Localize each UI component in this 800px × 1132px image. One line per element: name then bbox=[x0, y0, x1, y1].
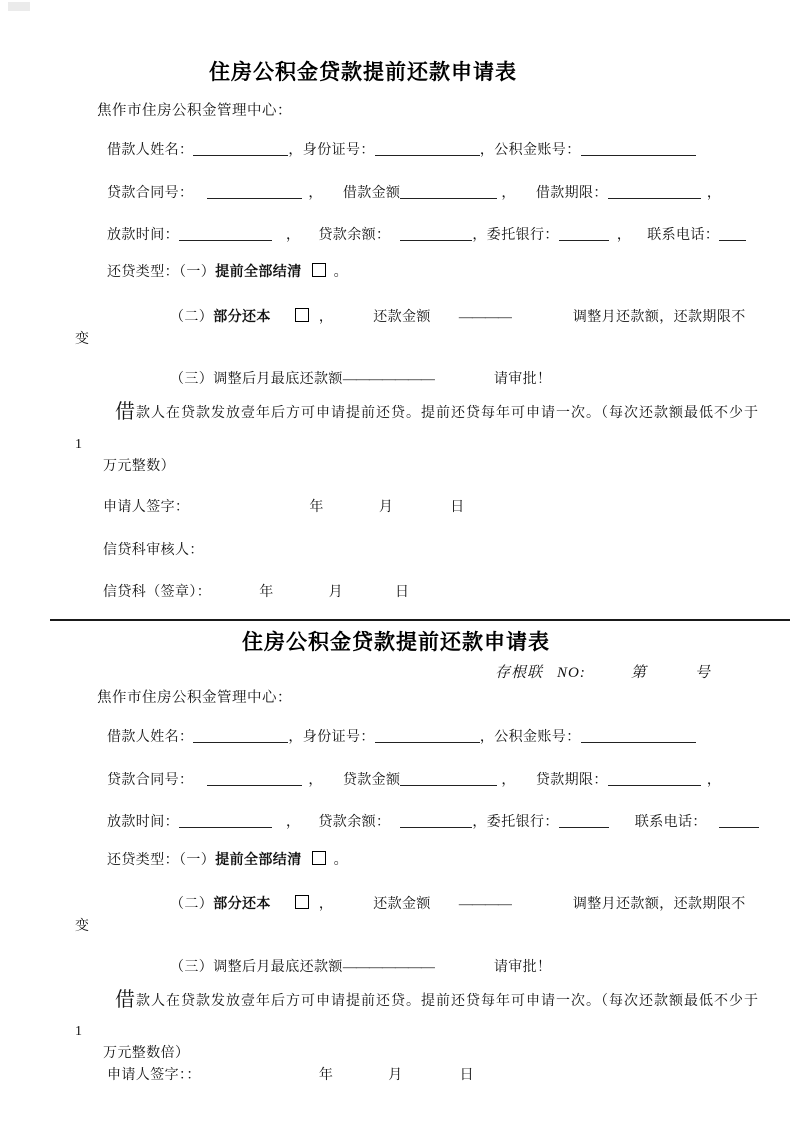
text-segment: ，身份证号： bbox=[288, 143, 375, 158]
blank-field bbox=[559, 227, 609, 241]
gap-spacer bbox=[390, 238, 400, 239]
text-segment: 调整月还款额，还款期限不 bbox=[572, 310, 746, 325]
option3-adjusted-payment-line bbox=[170, 958, 551, 977]
gap-spacer bbox=[324, 510, 379, 511]
text-segment: （二） bbox=[170, 897, 214, 912]
text-segment: 借款期限： bbox=[535, 186, 608, 201]
loan-contract-line bbox=[107, 771, 721, 790]
text-segment: （二） bbox=[170, 310, 214, 325]
gap-spacer bbox=[647, 676, 695, 677]
checkbox-icon bbox=[312, 851, 326, 865]
gap-spacer bbox=[333, 1078, 388, 1079]
dash-rule: ———— bbox=[458, 897, 511, 912]
checkbox-icon bbox=[312, 263, 326, 277]
gap-spacer bbox=[631, 238, 647, 239]
note-wrap-number-line bbox=[75, 435, 82, 454]
text-segment: 借款金额 bbox=[342, 186, 401, 201]
text-segment: ， bbox=[706, 186, 722, 201]
gap-spacer bbox=[707, 825, 719, 826]
dropcap-char: 借 bbox=[115, 401, 136, 423]
gap-spacer bbox=[543, 676, 557, 677]
gap-spacer bbox=[300, 238, 318, 239]
text-segment: 贷款合同号： bbox=[107, 773, 194, 788]
text-segment: ， bbox=[501, 773, 516, 788]
text-segment: 信贷科（签章）： bbox=[103, 585, 212, 600]
option2-partial-repay-line bbox=[170, 308, 746, 327]
gap-spacer bbox=[511, 907, 573, 908]
text-segment: 月 bbox=[328, 585, 344, 600]
dash-rule: ——————— bbox=[342, 960, 434, 975]
text-segment: 日 bbox=[450, 500, 465, 515]
gap-spacer bbox=[586, 676, 631, 677]
gap-spacer bbox=[302, 863, 312, 864]
gap-spacer bbox=[323, 196, 343, 197]
text-segment: （三）调整后月最底还款额 bbox=[170, 372, 343, 387]
text-segment: ， bbox=[286, 815, 301, 830]
option2-partial-repay-line bbox=[170, 895, 746, 914]
gap-spacer bbox=[516, 783, 536, 784]
gap-spacer bbox=[516, 196, 536, 197]
text-segment: ， bbox=[308, 186, 323, 201]
gap-spacer bbox=[326, 863, 334, 864]
text-segment: ，公积金账号： bbox=[479, 143, 581, 158]
text-segment: 1 bbox=[75, 1024, 83, 1039]
gap-spacer bbox=[403, 1078, 460, 1079]
text-segment: 日 bbox=[395, 585, 410, 600]
text-segment: 还款金额 bbox=[373, 897, 431, 912]
blank-field bbox=[193, 729, 288, 743]
note-line bbox=[115, 402, 759, 423]
gap-spacer bbox=[333, 320, 373, 321]
text-segment: 还贷类型：（一） bbox=[107, 265, 216, 280]
dropcap-char: 借 bbox=[115, 989, 136, 1011]
gap-spacer bbox=[193, 196, 207, 197]
text-segment: 贷款余额： bbox=[318, 815, 391, 830]
text-segment: 贷款余额： bbox=[318, 228, 391, 243]
text-segment: 第 bbox=[630, 665, 647, 681]
text-segment: 提前全部结清 bbox=[215, 265, 302, 280]
text-segment: 放款时间： bbox=[107, 228, 179, 243]
text-segment: ，身份证号： bbox=[288, 730, 375, 745]
gap-spacer bbox=[271, 320, 295, 321]
text-segment: 款人在贷款发放壹年后方可申请提前还贷。提前还贷每年可申请一次。（每次还款额最低不少于 bbox=[136, 406, 759, 421]
applicant-signature-line bbox=[103, 498, 465, 517]
text-segment: 年 bbox=[259, 585, 274, 600]
loan-contract-line bbox=[107, 184, 721, 203]
text-segment: ， bbox=[318, 310, 334, 325]
text-segment: 申请人签字： bbox=[103, 500, 190, 515]
text-segment: 贷款合同号： bbox=[107, 186, 194, 201]
text-segment: ， bbox=[706, 773, 722, 788]
stub-line bbox=[495, 664, 711, 683]
repay-type-line bbox=[107, 851, 348, 870]
text-segment: 存根联 bbox=[495, 665, 544, 681]
text-segment: 提前全部结清 bbox=[215, 853, 302, 868]
blank-field bbox=[179, 227, 272, 241]
dash-rule: ———— bbox=[458, 310, 511, 325]
text-segment: 款人在贷款发放壹年后方可申请提前还贷。提前还贷每年可申请一次。（每次还款额最低不少于 bbox=[136, 994, 759, 1009]
blank-field bbox=[581, 729, 696, 743]
credit-seal-line bbox=[103, 583, 409, 602]
text-segment: （三）调整后月最底还款额 bbox=[170, 960, 343, 975]
gap-spacer bbox=[326, 275, 334, 276]
form1-addressee: 焦作市住房公积金管理中心： bbox=[97, 103, 292, 119]
text-segment: ， bbox=[286, 228, 301, 243]
text-segment: 。 bbox=[333, 853, 349, 868]
form2-addressee: 焦作市住房公积金管理中心： bbox=[97, 690, 292, 706]
text-segment: NO: bbox=[557, 665, 586, 681]
text-segment: 部分还本 bbox=[213, 310, 271, 325]
text-segment: 年 bbox=[309, 500, 324, 515]
text-segment: 月 bbox=[388, 1068, 403, 1083]
text-segment: ， bbox=[616, 228, 632, 243]
gap-spacer bbox=[609, 238, 617, 239]
note-line bbox=[115, 990, 759, 1011]
gap-spacer bbox=[193, 783, 207, 784]
gap-spacer bbox=[343, 595, 395, 596]
text-segment: 变 bbox=[75, 332, 90, 347]
text-segment: 部分还本 bbox=[213, 897, 271, 912]
blank-field bbox=[375, 142, 480, 156]
gap-spacer bbox=[434, 382, 494, 383]
text-segment: 还款金额 bbox=[373, 310, 431, 325]
gap-spacer bbox=[431, 907, 459, 908]
note-wrap-unit-line bbox=[103, 1044, 189, 1063]
text-segment: 请审批！ bbox=[493, 372, 552, 387]
text-segment: ， bbox=[318, 897, 334, 912]
credit-reviewer-line bbox=[103, 541, 204, 560]
blank-field bbox=[719, 227, 746, 241]
text-segment: 月 bbox=[378, 500, 394, 515]
form2-title: 住房公积金贷款提前还款申请表 bbox=[242, 630, 550, 654]
blank-field bbox=[400, 227, 472, 241]
gap-spacer bbox=[272, 825, 286, 826]
text-segment: 贷款金额 bbox=[342, 773, 401, 788]
text-segment: 。 bbox=[333, 265, 349, 280]
gap-spacer bbox=[201, 1078, 319, 1079]
gap-spacer bbox=[272, 238, 286, 239]
wrap-char-line bbox=[75, 917, 89, 936]
text-segment: ， bbox=[501, 186, 516, 201]
gap-spacer bbox=[431, 320, 459, 321]
text-segment: ，公积金账号： bbox=[479, 730, 581, 745]
text-segment: 联系电话： bbox=[634, 815, 707, 830]
form-divider bbox=[50, 619, 790, 621]
gap-spacer bbox=[189, 510, 309, 511]
note-wrap-unit-line bbox=[103, 457, 175, 476]
text-segment: 万元整数） bbox=[103, 459, 175, 474]
text-segment: 请审批！ bbox=[493, 960, 552, 975]
blank-field bbox=[608, 185, 701, 199]
borrower-name-line bbox=[107, 141, 696, 160]
borrower-name-line bbox=[107, 728, 696, 747]
gap-spacer bbox=[390, 825, 400, 826]
wrap-char-line bbox=[75, 330, 89, 349]
text-segment: 还贷类型：（一） bbox=[107, 853, 216, 868]
blank-field bbox=[193, 142, 288, 156]
scan-artifact bbox=[8, 2, 30, 11]
gap-spacer bbox=[211, 595, 259, 596]
blank-field bbox=[608, 772, 701, 786]
blank-field bbox=[581, 142, 696, 156]
text-segment: 信贷科审核人： bbox=[103, 543, 204, 558]
blank-field bbox=[400, 772, 497, 786]
gap-spacer bbox=[274, 595, 329, 596]
disbursement-line bbox=[107, 226, 746, 245]
text-segment: 号 bbox=[694, 665, 711, 681]
text-segment: 1 bbox=[75, 437, 83, 452]
form1-title: 住房公积金贷款提前还款申请表 bbox=[209, 60, 517, 84]
text-segment: 万元整数倍） bbox=[103, 1046, 190, 1061]
gap-spacer bbox=[302, 275, 312, 276]
text-segment: 借款人姓名： bbox=[107, 730, 194, 745]
gap-spacer bbox=[609, 825, 635, 826]
text-segment: 变 bbox=[75, 919, 90, 934]
applicant-signature-line bbox=[107, 1066, 474, 1085]
blank-field bbox=[400, 814, 472, 828]
text-segment: ，委托银行： bbox=[472, 815, 559, 830]
gap-spacer bbox=[271, 907, 295, 908]
gap-spacer bbox=[309, 907, 319, 908]
gap-spacer bbox=[434, 970, 494, 971]
disbursement-line bbox=[107, 813, 759, 832]
option3-adjusted-payment-line bbox=[170, 370, 551, 389]
dash-rule: ——————— bbox=[342, 372, 434, 387]
text-segment: 贷款期限： bbox=[535, 773, 608, 788]
text-segment: ，委托银行： bbox=[472, 228, 559, 243]
blank-field bbox=[719, 814, 759, 828]
text-segment: 日 bbox=[459, 1068, 475, 1083]
blank-field bbox=[179, 814, 272, 828]
gap-spacer bbox=[511, 320, 573, 321]
text-segment: 年 bbox=[318, 1068, 334, 1083]
text-segment: 联系电话： bbox=[647, 228, 720, 243]
gap-spacer bbox=[323, 783, 343, 784]
text-segment: 借款人姓名： bbox=[107, 143, 194, 158]
gap-spacer bbox=[309, 320, 319, 321]
blank-field bbox=[207, 772, 302, 786]
text-segment: ， bbox=[308, 773, 323, 788]
text-segment: 调整月还款额，还款期限不 bbox=[572, 897, 746, 912]
gap-spacer bbox=[300, 825, 318, 826]
blank-field bbox=[559, 814, 609, 828]
gap-spacer bbox=[333, 907, 373, 908]
repay-type-line bbox=[107, 263, 348, 282]
blank-field bbox=[207, 185, 302, 199]
note-wrap-number-line bbox=[75, 1022, 82, 1041]
blank-field bbox=[400, 185, 497, 199]
blank-field bbox=[375, 729, 480, 743]
checkbox-icon bbox=[295, 895, 309, 909]
gap-spacer bbox=[393, 510, 450, 511]
text-segment: 放款时间： bbox=[107, 815, 179, 830]
text-segment: 申请人签字：： bbox=[107, 1068, 201, 1083]
checkbox-icon bbox=[295, 308, 309, 322]
